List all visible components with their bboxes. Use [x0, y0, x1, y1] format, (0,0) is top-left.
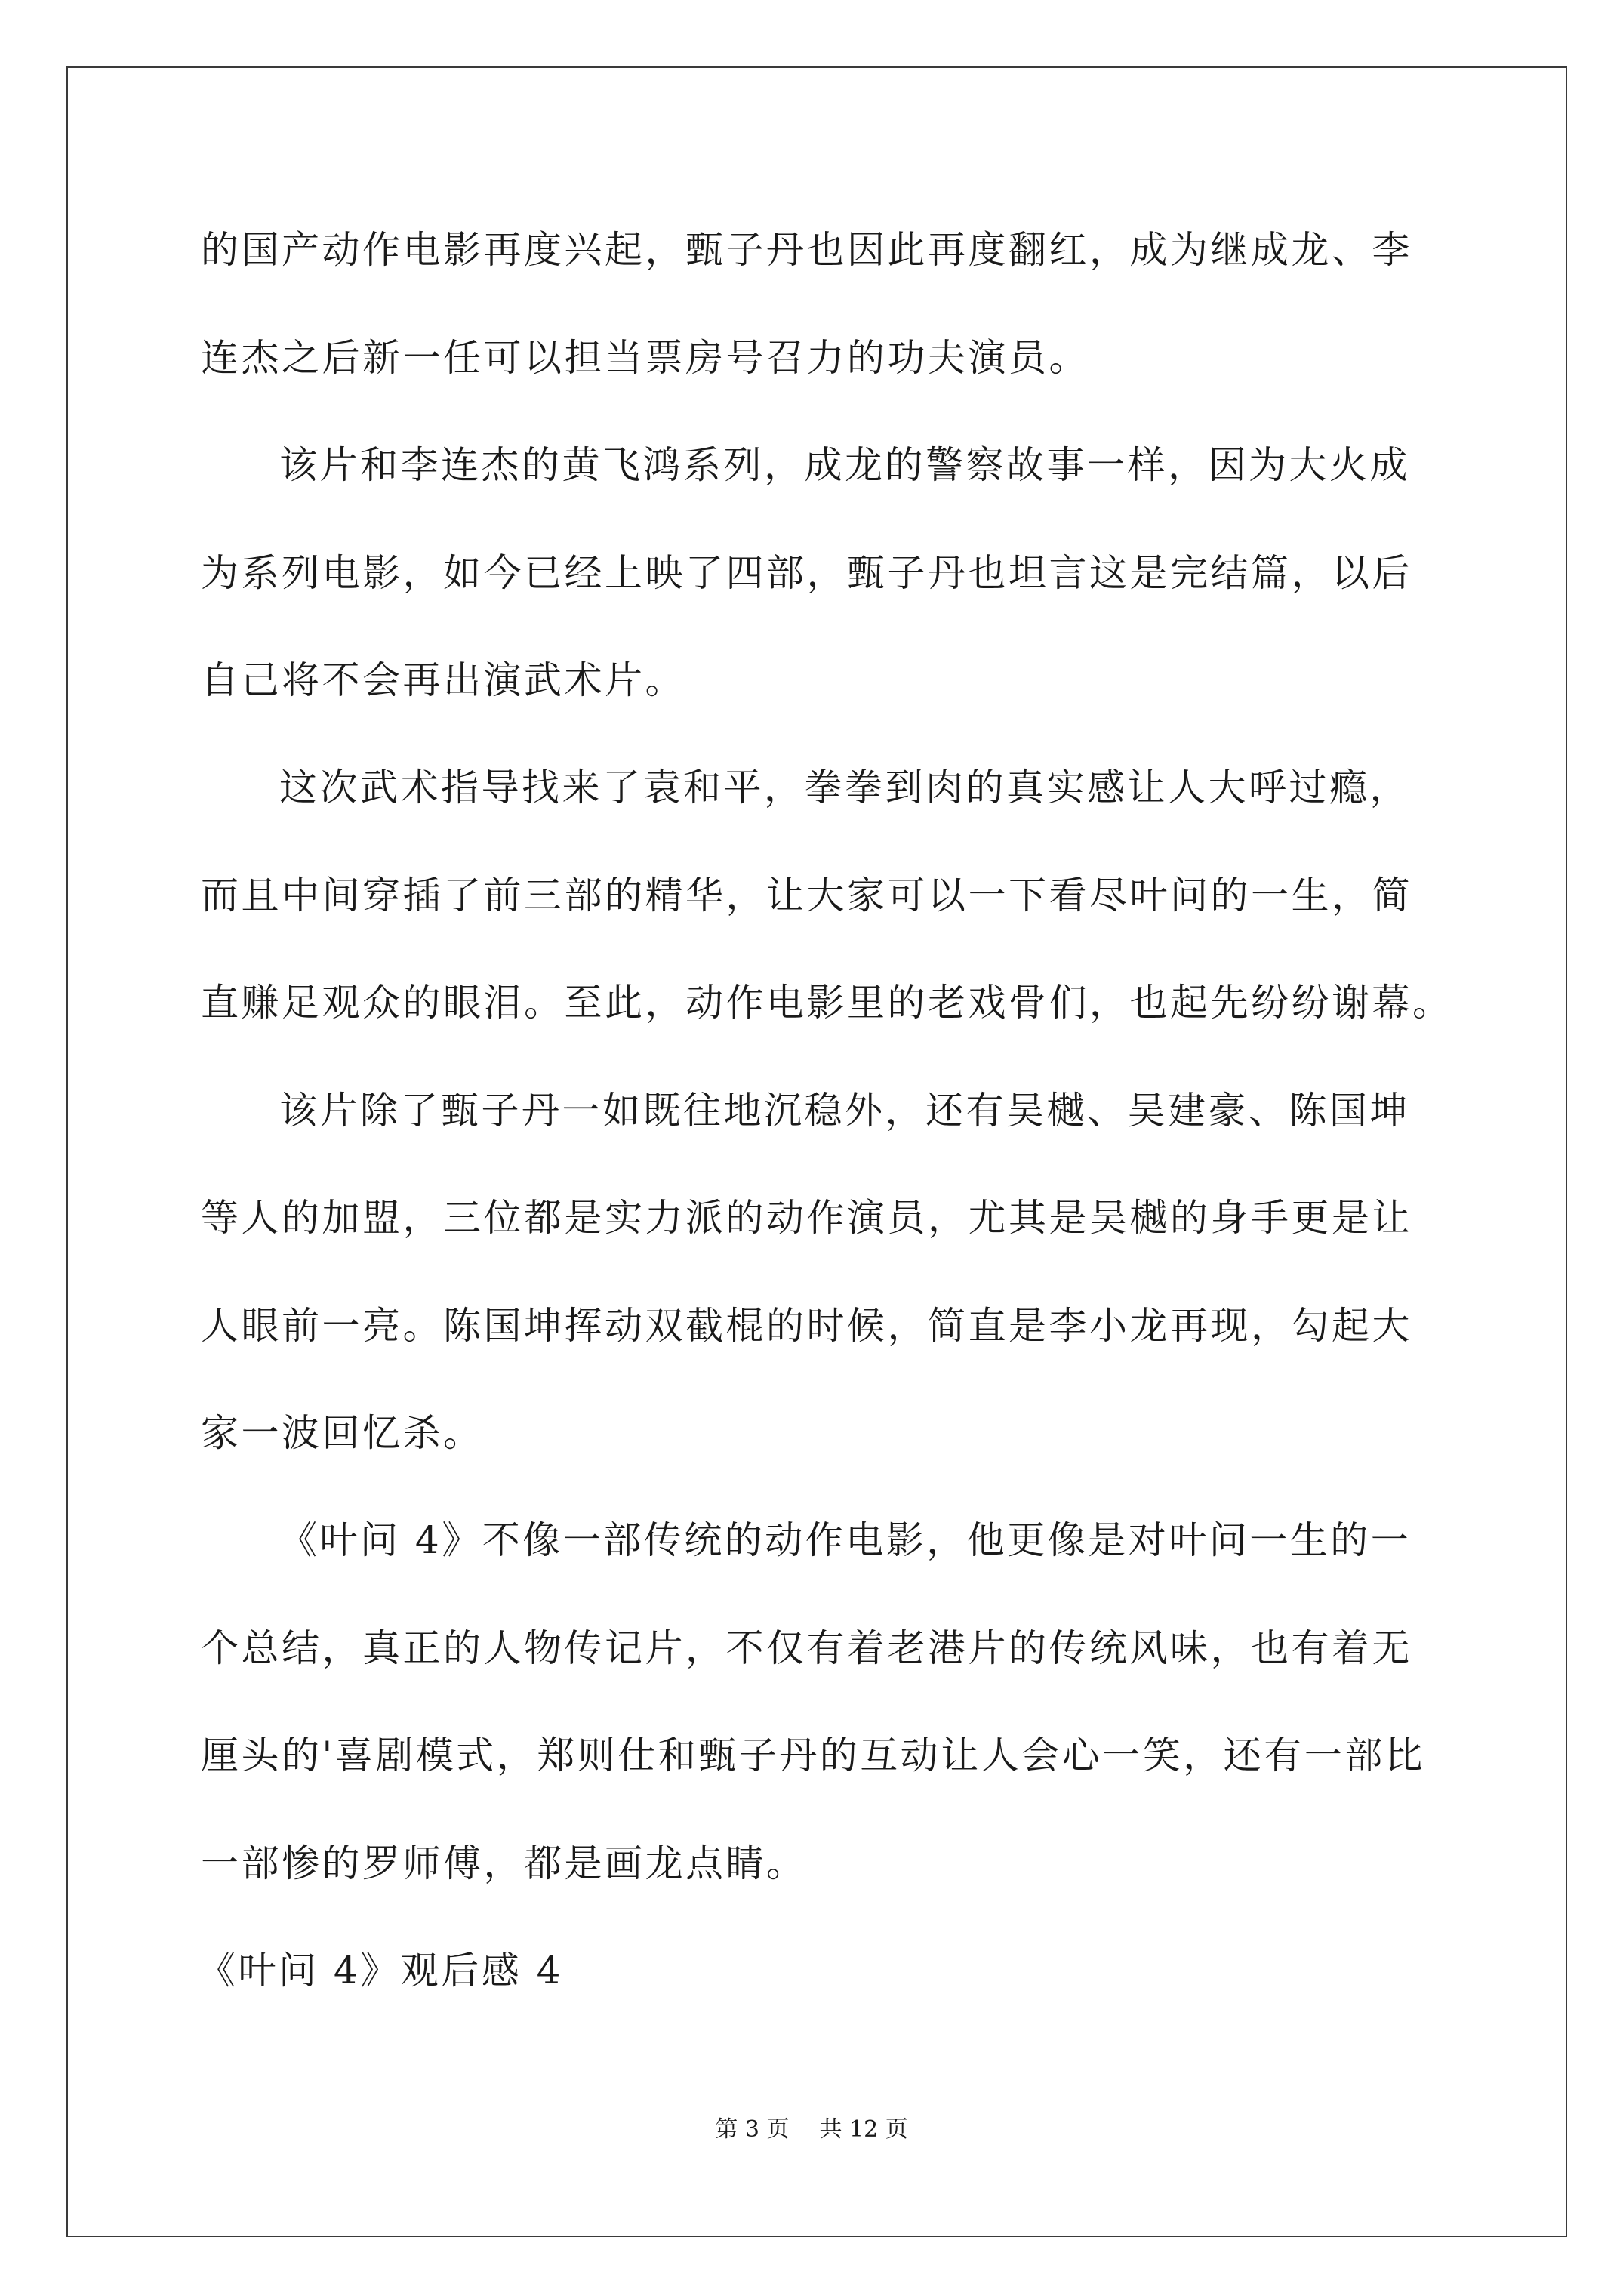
text-line-4: 为系列电影，如今已经上映了四部，甄子丹也坦言这是完结篇，以后	[201, 551, 1412, 595]
page-border	[66, 66, 1567, 2237]
text-line-9: 该片除了甄子丹一如既往地沉稳外，还有吴樾、吴建豪、陈国坤	[279, 1089, 1410, 1133]
page-total: 共 12 页	[819, 2116, 908, 2143]
page-number: 第 3 页	[715, 2116, 790, 2143]
text-line-3: 该片和李连杰的黄飞鸿系列，成龙的警察故事一样，因为大火成	[279, 443, 1410, 487]
section-heading: 《叶问 4》观后感 4	[198, 1949, 563, 1992]
text-line-10: 等人的加盟，三位都是实力派的动作演员，尤其是吴樾的身手更是让	[201, 1196, 1412, 1240]
text-line-5: 自己将不会再出演武术片。	[201, 658, 685, 702]
text-line-2: 连杰之后新一任可以担当票房号召力的功夫演员。	[201, 336, 1089, 380]
page-footer	[0, 2116, 1623, 2143]
text-line-15: 厘头的'喜剧模式，郑则仕和甄子丹的互动让人会心一笑，还有一部比	[201, 1734, 1426, 1777]
text-line-14: 个总结，真正的人物传记片，不仅有着老港片的传统风味，也有着无	[201, 1626, 1412, 1670]
text-line-6: 这次武术指导找来了袁和平，拳拳到肉的真实感让人大呼过瘾，	[279, 766, 1410, 809]
text-line-16: 一部惨的罗师傅，都是画龙点睛。	[201, 1841, 807, 1885]
text-line-12: 家一波回忆杀。	[201, 1411, 484, 1455]
text-line-8: 直赚足观众的眼泪。至此，动作电影里的老戏骨们，也起先纷纷谢幕。	[201, 981, 1453, 1025]
text-line-7: 而且中间穿插了前三部的精华，让大家可以一下看尽叶问的一生，简	[201, 874, 1412, 917]
text-line-1: 的国产动作电影再度兴起，甄子丹也因此再度翻红，成为继成龙、李	[201, 228, 1412, 272]
text-line-13: 《叶问 4》不像一部传统的动作电影，他更像是对叶问一生的一	[279, 1518, 1412, 1562]
text-line-11: 人眼前一亮。陈国坤挥动双截棍的时候，简直是李小龙再现，勾起大	[201, 1304, 1412, 1348]
